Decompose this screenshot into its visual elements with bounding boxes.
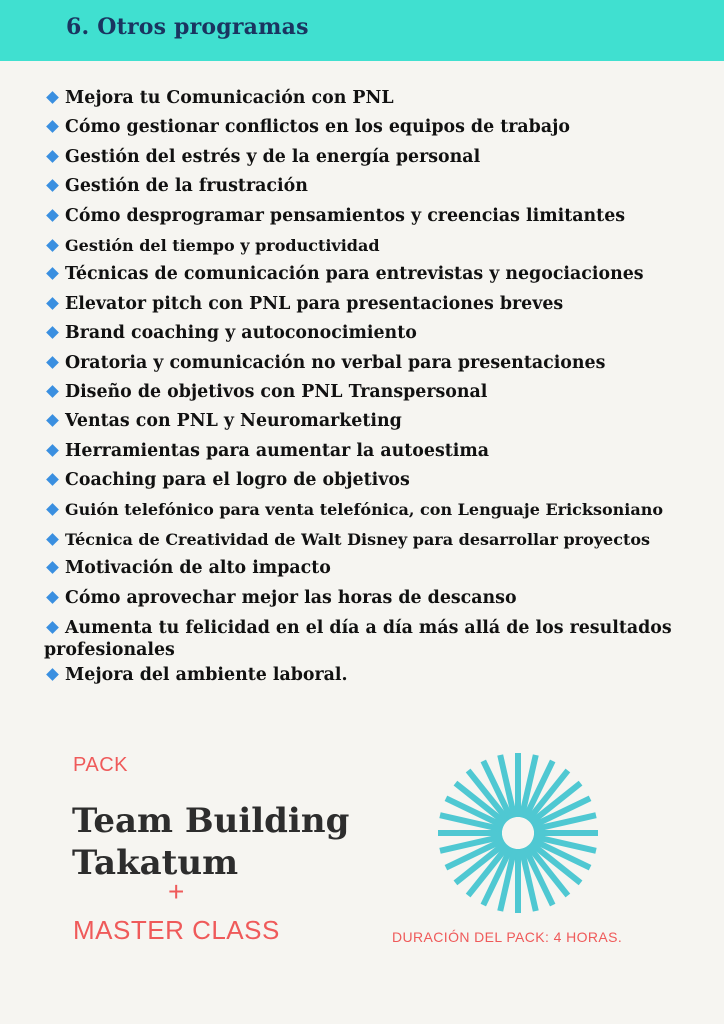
list-item: Herramientas para aumentar la autoestima — [44, 441, 694, 470]
list-item: Coaching para el logro de objetivos — [44, 470, 694, 499]
list-item: Oratoria y comunicación no verbal para presentaciones — [44, 353, 694, 382]
list-item: Brand coaching y autoconocimiento — [44, 323, 694, 352]
diamond-bullet-icon — [46, 297, 59, 310]
diamond-bullet-icon — [46, 444, 59, 457]
list-item: Cómo aprovechar mejor las horas de descanso — [44, 588, 694, 617]
diamond-bullet-icon — [46, 91, 59, 104]
section-title: 6. Otros programas — [66, 14, 309, 40]
list-item: Mejora tu Comunicación con PNL — [44, 88, 694, 117]
list-item: Gestión del estrés y de la energía personal — [44, 147, 694, 176]
list-item: Cómo desprogramar pensamientos y creencias limitantes — [44, 206, 694, 235]
diamond-bullet-icon — [46, 591, 59, 604]
list-item: Técnica de Creatividad de Walt Disney para desarrollar proyectos — [44, 529, 694, 558]
master-class-label: MASTER CLASS — [73, 915, 280, 945]
diamond-bullet-icon — [46, 267, 59, 280]
diamond-bullet-icon — [46, 121, 59, 134]
list-item: Cómo gestionar conflictos en los equipos de trabajo — [44, 117, 694, 146]
diamond-bullet-icon — [46, 150, 59, 163]
diamond-bullet-icon — [46, 473, 59, 486]
diamond-bullet-icon — [46, 356, 59, 369]
diamond-bullet-icon — [46, 621, 59, 634]
diamond-bullet-icon — [46, 179, 59, 192]
diamond-bullet-icon — [46, 504, 59, 517]
diamond-bullet-icon — [46, 326, 59, 339]
list-item: Motivación de alto impacto — [44, 558, 694, 587]
pack-label: PACK — [73, 754, 128, 776]
diamond-bullet-icon — [46, 239, 59, 252]
list-item: Técnicas de comunicación para entrevistas y negociaciones — [44, 264, 694, 293]
section-header — [0, 0, 724, 61]
program-list — [44, 88, 694, 694]
diamond-bullet-icon — [46, 561, 59, 574]
duration-text: DURACIÓN DEL PACK: 4 HORAS. — [392, 929, 623, 945]
list-item: Aumenta tu felicidad en el día a día más allá de los resultados profesionales — [44, 618, 672, 661]
diamond-bullet-icon — [46, 414, 59, 427]
list-item: Gestión del tiempo y productividad — [44, 235, 694, 264]
diamond-bullet-icon — [46, 385, 59, 398]
pack-title-line2: Takatum — [72, 843, 239, 883]
pack-title-line1: Team Building — [72, 801, 350, 841]
pack-title — [72, 800, 372, 884]
list-item: Gestión de la frustración — [44, 176, 694, 205]
plus-sign: + — [168, 876, 185, 907]
diamond-bullet-icon — [46, 533, 59, 546]
list-item: Mejora del ambiente laboral. — [44, 665, 694, 694]
sunburst-icon — [438, 753, 598, 913]
diamond-bullet-icon — [46, 668, 59, 681]
list-item: Elevator pitch con PNL para presentaciones breves — [44, 294, 694, 323]
diamond-bullet-icon — [46, 209, 59, 222]
list-item: Guión telefónico para venta telefónica, con Lenguaje Ericksoniano — [44, 499, 694, 528]
list-item: Diseño de objetivos con PNL Transpersonal — [44, 382, 694, 411]
list-item: Ventas con PNL y Neuromarketing — [44, 411, 694, 440]
